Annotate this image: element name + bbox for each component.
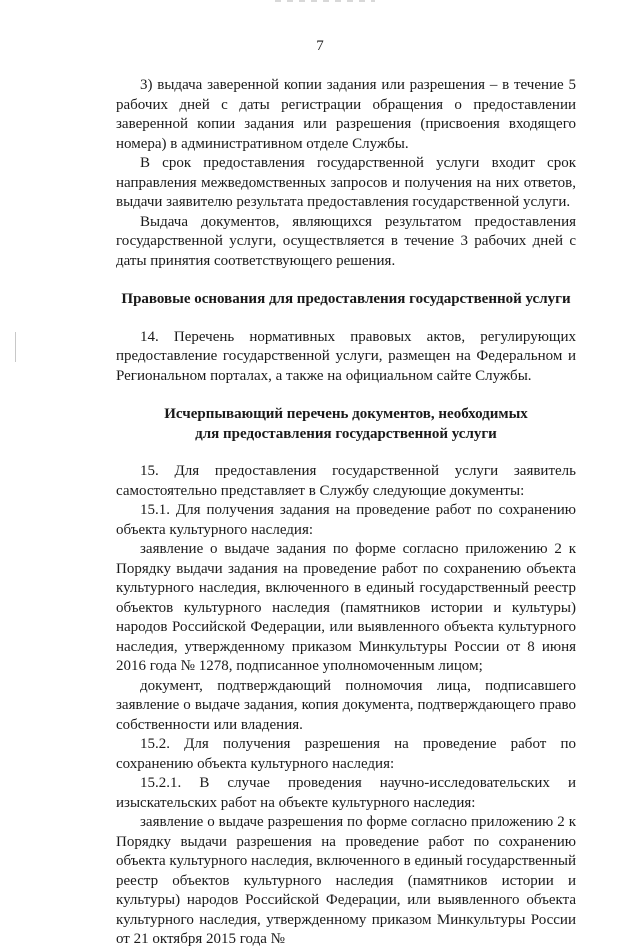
- paragraph-authority-document: документ, подтверждающий полномочия лица, подписавшего заявление о выдаче задания, копия документа, подтверждающего право собственности или владения.: [116, 677, 576, 733]
- paragraph-issuance: Выдача документов, являющихся результатом предоставления государственной услуги, осуществляется в течение 3 рабочих дней с даты принятия соответствующего решения.: [116, 213, 576, 269]
- page-number: 7: [316, 38, 324, 54]
- heading-legal-basis: Правовые основания для предоставления государственной услуги: [121, 291, 571, 307]
- binding-mark: [15, 332, 16, 362]
- paragraph-permit-application: заявление о выдаче разрешения по форме согласно приложению 2 к Порядку выдачи разрешения на проведение работ по сохранению объекта культурного наследия, включенного в единый государственный реестр объектов культурного наследия (памятников истории и культуры) народов Российской Федерации, или выявленного объекта культурного наследия, утвержденному приказом Минкультуры России от 21 октября 2015 года №: [116, 814, 576, 947]
- paragraph-task-application: заявление о выдаче задания по форме согласно приложению 2 к Порядку выдачи задания на проведение работ по сохранению объекта культурного наследия, включенного в единый государственный реестр объектов культурного наследия (памятников истории и культуры) народов Российской Федерации, или выявленного объекта культурного наследия, утвержденному приказом Минкультуры России от 8 июня 2016 года № 1278, подписанное уполномоченным лицом;: [116, 541, 576, 674]
- paragraph-15: 15. Для предоставления государственной услуги заявитель самостоятельно представляет в Службу следующие документы:: [116, 463, 576, 499]
- paragraph-14: 14. Перечень нормативных правовых актов, регулирующих предоставление государственной услуги, размещен на Федеральном и Региональном порталах, а также на официальном сайте Службы.: [116, 328, 576, 384]
- paragraph-term-includes: В срок предоставления государственной услуги входит срок направления межведомственных запросов и получения на них ответов, выдачи заявителю результата предоставления государственной услуги.: [116, 155, 576, 210]
- paragraph-15-2: 15.2. Для получения разрешения на проведение работ по сохранению объекта культурного наследия:: [116, 736, 576, 772]
- paragraph-term-3: 3) выдача заверенной копии задания или разрешения – в течение 5 рабочих дней с даты регистрации обращения о предоставлении заверенной копии задания или разрешения (присвоения входящего номера) в административном отделе Службы.: [116, 77, 576, 152]
- heading-documents-line2: для предоставления государственной услуги: [195, 425, 497, 442]
- paragraph-15-2-1: 15.2.1. В случае проведения научно-исследовательских и изыскательских работ на объекте культурного наследия:: [116, 775, 576, 811]
- heading-documents-line1: Исчерпывающий перечень документов, необходимых: [164, 406, 528, 422]
- document-body: [116, 76, 576, 950]
- scan-artifact: [275, 0, 375, 2]
- paragraph-15-1: 15.1. Для получения задания на проведение работ по сохранению объекта культурного наследия:: [116, 502, 576, 538]
